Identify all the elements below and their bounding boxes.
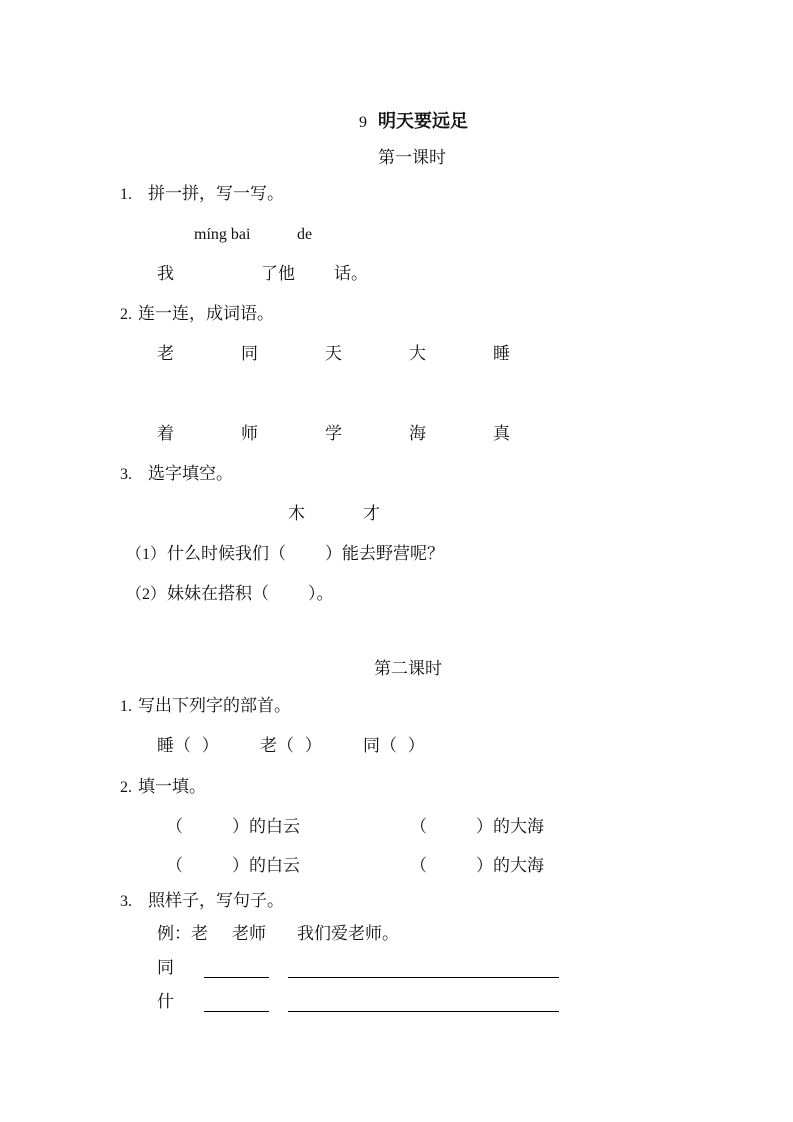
bracket-open: （ <box>410 817 427 837</box>
practice-char: 同 <box>157 958 174 978</box>
question-prompt: 连一连，成词语。 <box>138 304 274 324</box>
radical-item: 同（ ） <box>363 736 425 756</box>
question-number: 2. <box>120 779 132 796</box>
page-title: 明天要远足 <box>378 111 468 132</box>
example-label: 例：老 <box>157 924 208 944</box>
match-char-bottom: 学 <box>325 424 342 444</box>
practice-char: 什 <box>157 992 174 1012</box>
section-heading-2: 第二课时 <box>374 659 442 679</box>
fill-sentence-b: ）能去野营呢？ <box>325 544 444 564</box>
answer-line-word[interactable] <box>204 1011 269 1012</box>
radical-item: 睡（ ） <box>157 736 219 756</box>
item-label: （2） <box>126 586 167 603</box>
question-number: 1. <box>120 698 132 715</box>
question-number: 2. <box>120 306 132 323</box>
sentence-fragment: 了他 <box>261 264 295 284</box>
sentence-fragment: 话。 <box>334 264 368 284</box>
bracket-open: （ <box>166 856 183 876</box>
option-char: 才 <box>363 504 380 524</box>
sentence-fragment: 我 <box>157 264 174 284</box>
question-prompt: 拼一拼，写一写。 <box>148 184 284 204</box>
match-char-top: 大 <box>409 344 426 364</box>
question-number: 3. <box>120 466 132 483</box>
fill-sentence-b: ）。 <box>308 584 334 604</box>
radical-item: 老（ ） <box>260 736 322 756</box>
question-prompt: 选字填空。 <box>148 464 233 484</box>
item-label: （1） <box>126 546 167 563</box>
answer-line-sentence[interactable] <box>288 1011 559 1012</box>
fill-sentence-a: 什么时候我们（ <box>167 544 286 564</box>
option-char: 木 <box>288 504 305 524</box>
example-sentence: 我们爱老师。 <box>297 924 399 944</box>
match-char-top: 老 <box>157 344 174 364</box>
match-char-bottom: 师 <box>241 424 258 444</box>
fill-phrase: ）的白云 <box>232 856 300 876</box>
match-char-bottom: 真 <box>493 424 510 444</box>
question-number: 3. <box>120 893 132 910</box>
answer-line-sentence[interactable] <box>288 977 559 978</box>
question-prompt: 照样子，写句子。 <box>148 891 284 911</box>
match-char-top: 同 <box>241 344 258 364</box>
fill-phrase: ）的大海 <box>476 817 544 837</box>
match-char-top: 天 <box>325 344 342 364</box>
match-char-bottom: 海 <box>409 424 426 444</box>
lesson-number: 9 <box>359 114 367 131</box>
pinyin-text: de <box>297 226 313 243</box>
question-number: 1. <box>120 186 132 203</box>
fill-sentence-a: 妹妹在搭积（ <box>167 584 269 604</box>
bracket-open: （ <box>410 856 427 876</box>
match-char-bottom: 着 <box>157 424 174 444</box>
bracket-open: （ <box>166 817 183 837</box>
pinyin-text: míng bai <box>194 226 251 243</box>
section-heading-1: 第一课时 <box>378 148 446 168</box>
fill-phrase: ）的大海 <box>476 856 544 876</box>
question-prompt: 填一填。 <box>138 777 206 797</box>
fill-phrase: ）的白云 <box>232 817 300 837</box>
match-char-top: 睡 <box>493 344 510 364</box>
question-prompt: 写出下列字的部首。 <box>138 696 291 716</box>
answer-line-word[interactable] <box>204 977 269 978</box>
example-word: 老师 <box>232 924 266 944</box>
